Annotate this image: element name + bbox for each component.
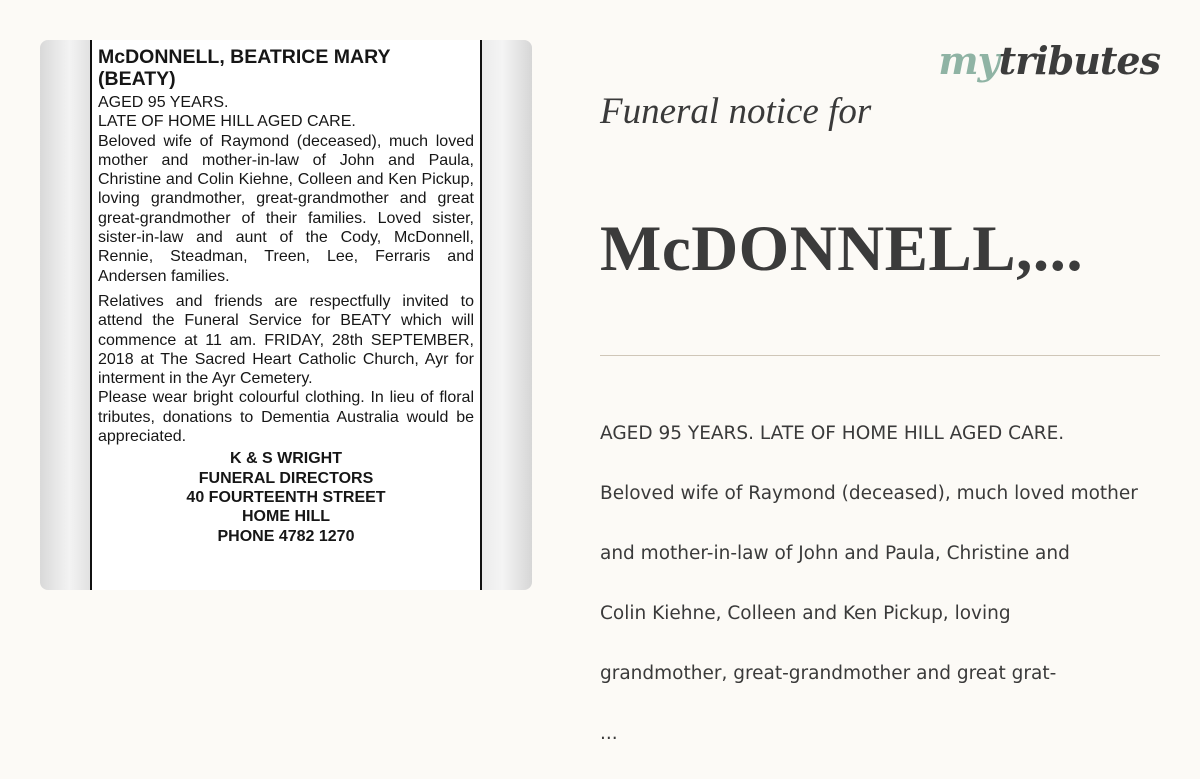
notice-name-line2: (BEATY) — [98, 68, 176, 90]
brand-prefix: my — [938, 38, 999, 83]
notice-late-of: LATE OF HOME HILL AGED CARE. — [98, 113, 356, 131]
notice-request: Please wear bright colourful clothing. In lieu of floral tributes, donations to Dementia Australia would be appreciated. — [98, 389, 474, 446]
notice-paper — [90, 40, 482, 590]
brand-logo[interactable] — [938, 38, 1160, 83]
divider — [600, 355, 1160, 356]
notice-name-line1: McDONNELL, BEATRICE MARY — [98, 46, 391, 68]
excerpt-line: Colin Kiehne, Colleen and Ken Pickup, loving — [600, 603, 1011, 624]
excerpt-ellipsis: ... — [600, 723, 618, 744]
deceased-name: McDONNELL,... — [600, 213, 1084, 285]
notice-image — [40, 40, 532, 590]
notice-age: AGED 95 YEARS. — [98, 94, 229, 111]
excerpt-line: AGED 95 YEARS. LATE OF HOME HILL AGED CARE. — [600, 423, 1065, 444]
notice-family: Beloved wife of Raymond (deceased), much loved mother and mother-in-law of John and Paula, Christine and Colin Kiehne, Colleen and Ken Pickup, loving grandmother, great-grandmother and great great-grandmother of their families. Loved sister, sister-in-law and aunt of the Cody, McDonnell, Rennie, Steadman, Treen, Lee, Ferraris and Andersen families. — [98, 132, 474, 285]
notice-excerpt — [600, 389, 1190, 779]
footer-line1: K & S WRIGHT — [230, 450, 342, 468]
footer-line2: FUNERAL DIRECTORS — [198, 469, 374, 487]
notice-footer — [98, 449, 474, 545]
footer-line4: HOME HILL — [242, 508, 330, 526]
footer-line5: PHONE 4782 1270 — [217, 527, 355, 545]
page-subtitle: Funeral notice for — [600, 91, 872, 132]
notice-name — [98, 46, 474, 90]
excerpt-line: grandmother, great-grandmother and great grat- — [600, 663, 1057, 684]
brand-suffix: tributes — [998, 38, 1160, 83]
notice-service: Relatives and friends are respectfully invited to attend the Funeral Service for BEATY which will commence at 11 am. FRIDAY, 28th SEPTEMBER, 2018 at The Sacred Heart Catholic Church, Ayr for interment in the Ayr Cemetery. — [98, 292, 474, 388]
excerpt-line: and mother-in-law of John and Paula, Christine and — [600, 543, 1070, 564]
excerpt-line: Beloved wife of Raymond (deceased), much loved mother — [600, 483, 1138, 504]
footer-line3: 40 FOURTEENTH STREET — [186, 488, 386, 506]
